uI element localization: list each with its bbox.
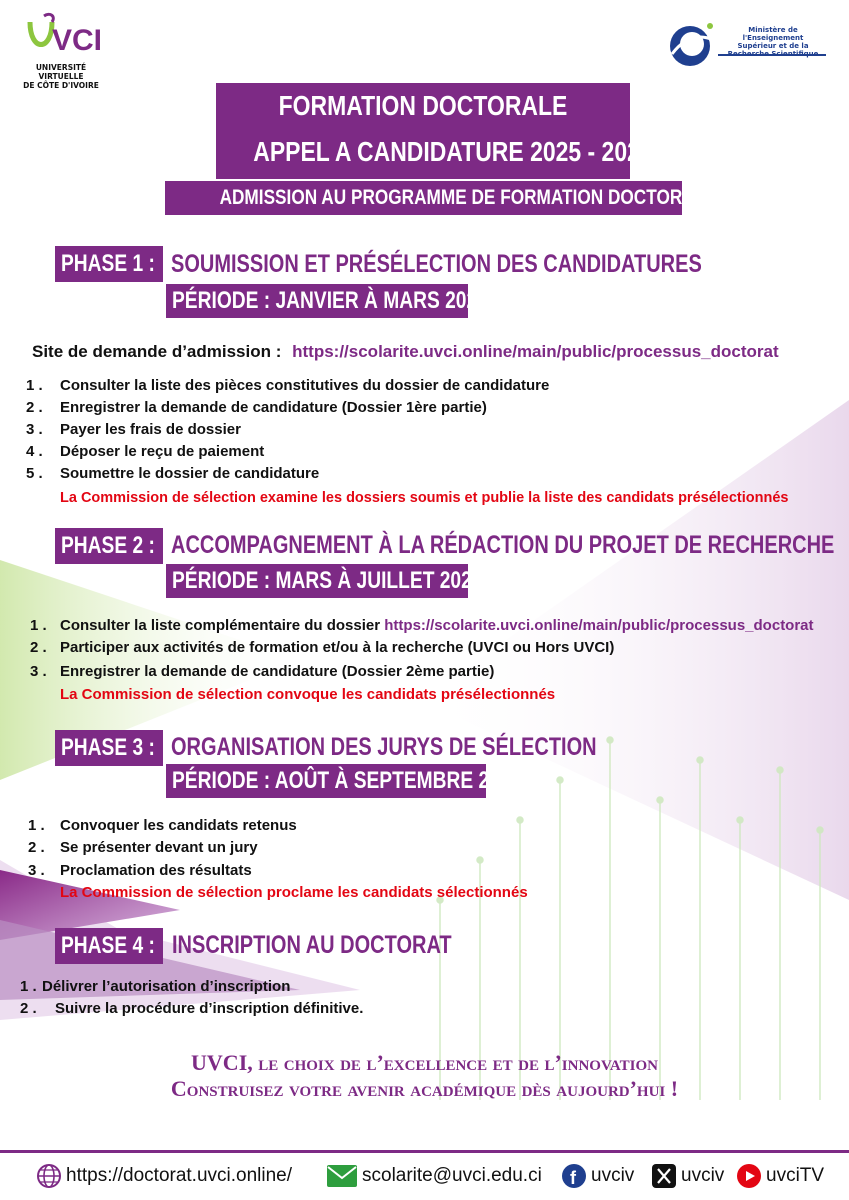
phase4-tag: PHASE 4 : xyxy=(55,928,163,964)
footer-email[interactable] xyxy=(326,1160,542,1192)
phase4-item: 1 . Délivrer l’autorisation d’inscription xyxy=(20,978,291,995)
title-banner xyxy=(216,83,653,179)
footer-x[interactable] xyxy=(651,1160,724,1192)
uvci-logo-mark xyxy=(22,12,100,58)
subtitle-banner xyxy=(165,181,717,215)
phase3-title: ORGANISATION DES JURYS DE SÉLECTION xyxy=(171,733,597,761)
footer-x-text: uvciv xyxy=(681,1165,725,1186)
admission-site-link[interactable]: https://scolarite.uvci.online/main/public/processus_doctorat xyxy=(292,342,779,361)
phase2-link[interactable]: https://scolarite.uvci.online/main/public/processus_doctorat xyxy=(384,617,814,634)
phase1-item: 4 . Déposer le reçu de paiement xyxy=(26,443,265,460)
footer-website-text: https://doctorat.uvci.online/ xyxy=(66,1165,293,1186)
phase1-title: SOUMISSION ET PRÉSÉLECTION DES CANDIDATURES xyxy=(171,250,702,278)
footer-website[interactable] xyxy=(36,1160,292,1192)
footer-youtube[interactable] xyxy=(736,1160,824,1192)
phase2-note: La Commission de sélection convoque les candidats présélectionnés xyxy=(60,686,556,703)
phase3-item: 1 . Convoquer les candidats retenus xyxy=(28,817,297,834)
x-icon xyxy=(651,1163,677,1189)
admission-site-line xyxy=(32,342,779,362)
footer-facebook[interactable] xyxy=(561,1160,634,1192)
slogan-line-1: UVCI, le choix de l’excellence et de l’innovation xyxy=(191,1050,658,1075)
phase4-item: 2 . Suivre la procédure d’inscription définitive. xyxy=(20,1000,364,1017)
uvci-logo xyxy=(22,12,100,90)
phase2-item: 1 . Consulter la liste complémentaire du dossier https://scolarite.uvci.online/main/public/processus_doctorat xyxy=(30,617,814,634)
facebook-icon xyxy=(561,1163,587,1189)
mail-icon xyxy=(326,1164,358,1188)
phase1-tag: PHASE 1 : xyxy=(55,246,163,282)
footer-divider xyxy=(0,1150,849,1153)
phase3-item: 2 . Se présenter devant un jury xyxy=(28,839,258,856)
admission-site-label: Site de demande d’admission : xyxy=(32,342,282,361)
uvci-logo-subtitle-1: UNIVERSITÉ VIRTUELLE xyxy=(35,63,87,81)
title-line-1: FORMATION DOCTORALE xyxy=(278,90,568,121)
youtube-icon xyxy=(736,1163,762,1189)
uvci-logo-subtitle-2: DE CÔTE D'IVOIRE xyxy=(23,81,99,90)
phase4-title: INSCRIPTION AU DOCTORAT xyxy=(172,931,452,959)
globe-icon xyxy=(36,1163,62,1189)
phase2-item: 2 . Participer aux activités de formation et/ou à la recherche (UVCI ou Hors UVCI) xyxy=(30,639,615,656)
phase2-item: 3 . Enregistrer la demande de candidature (Dossier 2ème partie) xyxy=(30,663,495,680)
ministry-logo xyxy=(666,14,826,74)
phase2-period: PÉRIODE : MARS À JUILLET 2026 xyxy=(166,564,468,598)
title-line-2: APPEL A CANDIDATURE 2025 - 2026 xyxy=(253,136,653,167)
phase1-item: 2 . Enregistrer la demande de candidature (Dossier 1ère partie) xyxy=(26,399,487,416)
phase2-title: ACCOMPAGNEMENT À LA RÉDACTION DU PROJET DE RECHERCHE xyxy=(171,531,835,559)
ministry-emblem-icon xyxy=(666,18,718,70)
phase1-item: 3 . Payer les frais de dossier xyxy=(26,421,241,438)
subtitle-text: ADMISSION AU PROGRAMME DE FORMATION DOCTORALE xyxy=(219,186,717,209)
footer-facebook-text: uvciv xyxy=(591,1165,635,1186)
phase1-period: PÉRIODE : JANVIER À MARS 2026 xyxy=(166,284,468,318)
phase2-tag: PHASE 2 : xyxy=(55,528,163,564)
phase3-item: 3 . Proclamation des résultats xyxy=(28,862,252,879)
phase1-item: 5 . Soumettre le dossier de candidature xyxy=(26,465,320,482)
phase3-note: La Commission de sélection proclame les candidats sélectionnés xyxy=(60,884,528,901)
phase1-note: La Commission de sélection examine les dossiers soumis et publie la liste des candidats présélectionnés xyxy=(60,490,789,506)
svg-text:f: f xyxy=(570,1168,576,1188)
phase1-item: 1 . Consulter la liste des pièces constitutives du dossier de candidature xyxy=(26,377,550,394)
phase3-tag: PHASE 3 : xyxy=(55,730,163,766)
ministry-underline xyxy=(718,54,826,56)
footer-email-text: scolarite@uvci.edu.ci xyxy=(362,1165,542,1186)
slogan-line-2: Construisez votre avenir académique dès aujourd’hui ! xyxy=(170,1076,679,1101)
ministry-line-2: Supérieur et de la xyxy=(737,42,809,50)
ministry-line-1: Ministère de l'Enseignement xyxy=(742,26,804,42)
footer-youtube-text: uvciTV xyxy=(766,1165,825,1186)
phase3-period: PÉRIODE : AOÛT À SEPTEMBRE 2026 xyxy=(166,764,486,798)
svg-text:VCI: VCI xyxy=(52,24,100,57)
